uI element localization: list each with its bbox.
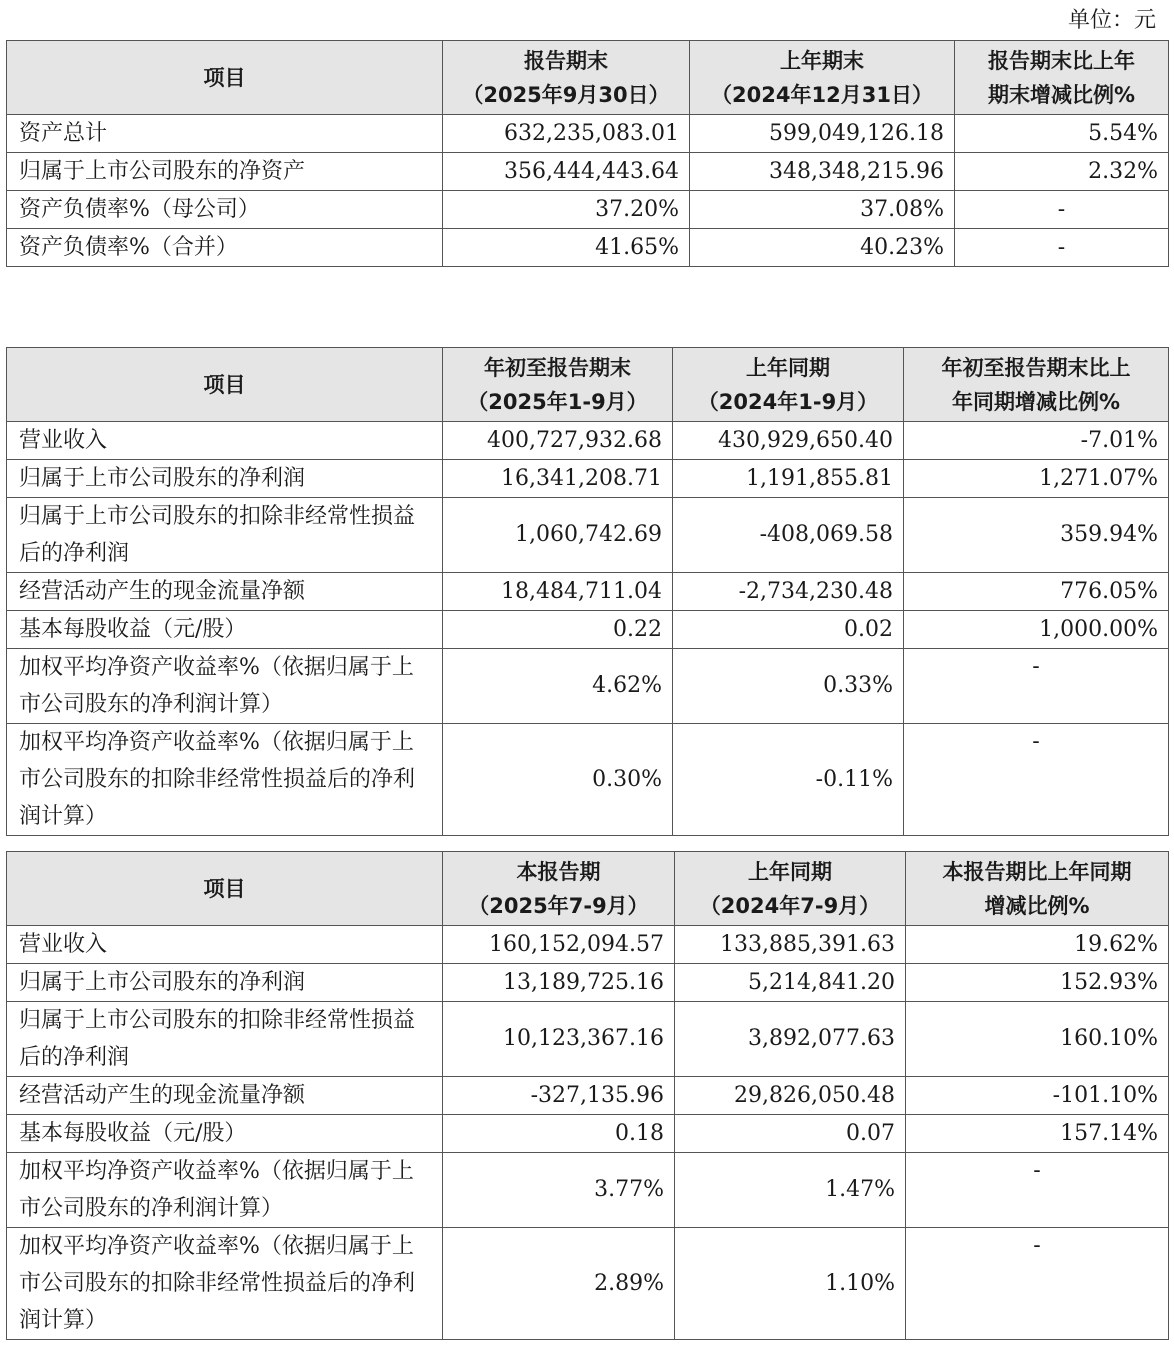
header-period-end: 报告期末 （2025年9月30日） bbox=[443, 41, 690, 115]
cell-value: 16,341,208.71 bbox=[443, 460, 673, 498]
table-row bbox=[7, 115, 1169, 153]
cell-value: 0.18 bbox=[443, 1115, 675, 1153]
row-label: 归属于上市公司股东的扣除非经常性损益后的净利润 bbox=[7, 498, 443, 573]
table-row bbox=[7, 460, 1169, 498]
table-row bbox=[7, 724, 1169, 836]
cell-value: -327,135.96 bbox=[443, 1077, 675, 1115]
cell-value: 152.93% bbox=[906, 964, 1169, 1002]
cell-value: - bbox=[904, 649, 1169, 724]
header-change-pct: 本报告期比上年同期 增减比例% bbox=[906, 852, 1169, 926]
cell-value: 2.32% bbox=[955, 153, 1169, 191]
cell-value: 1,000.00% bbox=[904, 611, 1169, 649]
cell-value: -2,734,230.48 bbox=[673, 573, 904, 611]
cell-value: 0.02 bbox=[673, 611, 904, 649]
header-this-quarter: 本报告期 （2025年7-9月） bbox=[443, 852, 675, 926]
table-row bbox=[7, 229, 1169, 267]
cell-value: 37.08% bbox=[690, 191, 955, 229]
table-header-row bbox=[7, 41, 1169, 115]
cell-value: - bbox=[906, 1228, 1169, 1340]
cell-value: 29,826,050.48 bbox=[675, 1077, 906, 1115]
cell-value: 348,348,215.96 bbox=[690, 153, 955, 191]
header-item: 项目 bbox=[7, 852, 443, 926]
cell-value: 157.14% bbox=[906, 1115, 1169, 1153]
header-prior-year-end: 上年期末 （2024年12月31日） bbox=[690, 41, 955, 115]
cell-value: 400,727,932.68 bbox=[443, 422, 673, 460]
row-label: 经营活动产生的现金流量净额 bbox=[7, 573, 443, 611]
row-label: 营业收入 bbox=[7, 926, 443, 964]
cell-value: 3,892,077.63 bbox=[675, 1002, 906, 1077]
cell-value: 359.94% bbox=[904, 498, 1169, 573]
cell-value: 5.54% bbox=[955, 115, 1169, 153]
cell-value: 40.23% bbox=[690, 229, 955, 267]
cell-value: 5,214,841.20 bbox=[675, 964, 906, 1002]
cell-value: 632,235,083.01 bbox=[443, 115, 690, 153]
cell-value: -0.11% bbox=[673, 724, 904, 836]
cell-value: 599,049,126.18 bbox=[690, 115, 955, 153]
table-row bbox=[7, 573, 1169, 611]
header-item: 项目 bbox=[7, 41, 443, 115]
header-item: 项目 bbox=[7, 348, 443, 422]
table-row bbox=[7, 498, 1169, 573]
table-row bbox=[7, 649, 1169, 724]
row-label: 加权平均净资产收益率%（依据归属于上市公司股东的净利润计算） bbox=[7, 649, 443, 724]
table-row bbox=[7, 1077, 1169, 1115]
cell-value: - bbox=[955, 229, 1169, 267]
table-row bbox=[7, 964, 1169, 1002]
row-label: 基本每股收益（元/股） bbox=[7, 1115, 443, 1153]
row-label: 经营活动产生的现金流量净额 bbox=[7, 1077, 443, 1115]
cell-value: 41.65% bbox=[443, 229, 690, 267]
row-label: 资产总计 bbox=[7, 115, 443, 153]
cell-value: 13,189,725.16 bbox=[443, 964, 675, 1002]
cell-value: 18,484,711.04 bbox=[443, 573, 673, 611]
row-label: 归属于上市公司股东的扣除非经常性损益后的净利润 bbox=[7, 1002, 443, 1077]
ytd-income-table bbox=[6, 347, 1169, 836]
cell-value: - bbox=[906, 1153, 1169, 1228]
header-ytd: 年初至报告期末 （2025年1-9月） bbox=[443, 348, 673, 422]
row-label: 加权平均净资产收益率%（依据归属于上市公司股东的扣除非经常性损益后的净利润计算） bbox=[7, 1228, 443, 1340]
quarter-income-table bbox=[6, 851, 1169, 1340]
cell-value: 37.20% bbox=[443, 191, 690, 229]
table-row bbox=[7, 422, 1169, 460]
row-label: 资产负债率%（母公司） bbox=[7, 191, 443, 229]
cell-value: 776.05% bbox=[904, 573, 1169, 611]
table-row bbox=[7, 153, 1169, 191]
table-row bbox=[7, 926, 1169, 964]
cell-value: 3.77% bbox=[443, 1153, 675, 1228]
cell-value: - bbox=[955, 191, 1169, 229]
row-label: 营业收入 bbox=[7, 422, 443, 460]
row-label: 归属于上市公司股东的净利润 bbox=[7, 460, 443, 498]
header-prior-ytd: 上年同期 （2024年1-9月） bbox=[673, 348, 904, 422]
cell-value: 430,929,650.40 bbox=[673, 422, 904, 460]
cell-value: 0.07 bbox=[675, 1115, 906, 1153]
row-label: 资产负债率%（合并） bbox=[7, 229, 443, 267]
cell-value: 1,271.07% bbox=[904, 460, 1169, 498]
table-row bbox=[7, 191, 1169, 229]
cell-value: 1.10% bbox=[675, 1228, 906, 1340]
cell-value: 1,191,855.81 bbox=[673, 460, 904, 498]
table-header-row bbox=[7, 348, 1169, 422]
cell-value: 2.89% bbox=[443, 1228, 675, 1340]
row-label: 归属于上市公司股东的净资产 bbox=[7, 153, 443, 191]
row-label: 加权平均净资产收益率%（依据归属于上市公司股东的扣除非经常性损益后的净利润计算） bbox=[7, 724, 443, 836]
cell-value: 356,444,443.64 bbox=[443, 153, 690, 191]
table-row bbox=[7, 1228, 1169, 1340]
unit-label: 单位：元 bbox=[1067, 8, 1156, 33]
cell-value: - bbox=[904, 724, 1169, 836]
table-row bbox=[7, 1002, 1169, 1077]
cell-value: 19.62% bbox=[906, 926, 1169, 964]
cell-value: 10,123,367.16 bbox=[443, 1002, 675, 1077]
cell-value: -101.10% bbox=[906, 1077, 1169, 1115]
cell-value: -7.01% bbox=[904, 422, 1169, 460]
table-header-row bbox=[7, 852, 1169, 926]
cell-value: 0.33% bbox=[673, 649, 904, 724]
cell-value: 133,885,391.63 bbox=[675, 926, 906, 964]
header-prior-quarter: 上年同期 （2024年7-9月） bbox=[675, 852, 906, 926]
table-row bbox=[7, 1115, 1169, 1153]
cell-value: 4.62% bbox=[443, 649, 673, 724]
table-row bbox=[7, 1153, 1169, 1228]
cell-value: 160,152,094.57 bbox=[443, 926, 675, 964]
cell-value: 1,060,742.69 bbox=[443, 498, 673, 573]
header-change-pct: 报告期末比上年 期末增减比例% bbox=[955, 41, 1169, 115]
row-label: 加权平均净资产收益率%（依据归属于上市公司股东的净利润计算） bbox=[7, 1153, 443, 1228]
table-row bbox=[7, 611, 1169, 649]
cell-value: 160.10% bbox=[906, 1002, 1169, 1077]
cell-value: 0.30% bbox=[443, 724, 673, 836]
cell-value: -408,069.58 bbox=[673, 498, 904, 573]
row-label: 基本每股收益（元/股） bbox=[7, 611, 443, 649]
row-label: 归属于上市公司股东的净利润 bbox=[7, 964, 443, 1002]
cell-value: 0.22 bbox=[443, 611, 673, 649]
header-change-pct: 年初至报告期末比上 年同期增减比例% bbox=[904, 348, 1169, 422]
balance-sheet-table bbox=[6, 40, 1169, 267]
cell-value: 1.47% bbox=[675, 1153, 906, 1228]
